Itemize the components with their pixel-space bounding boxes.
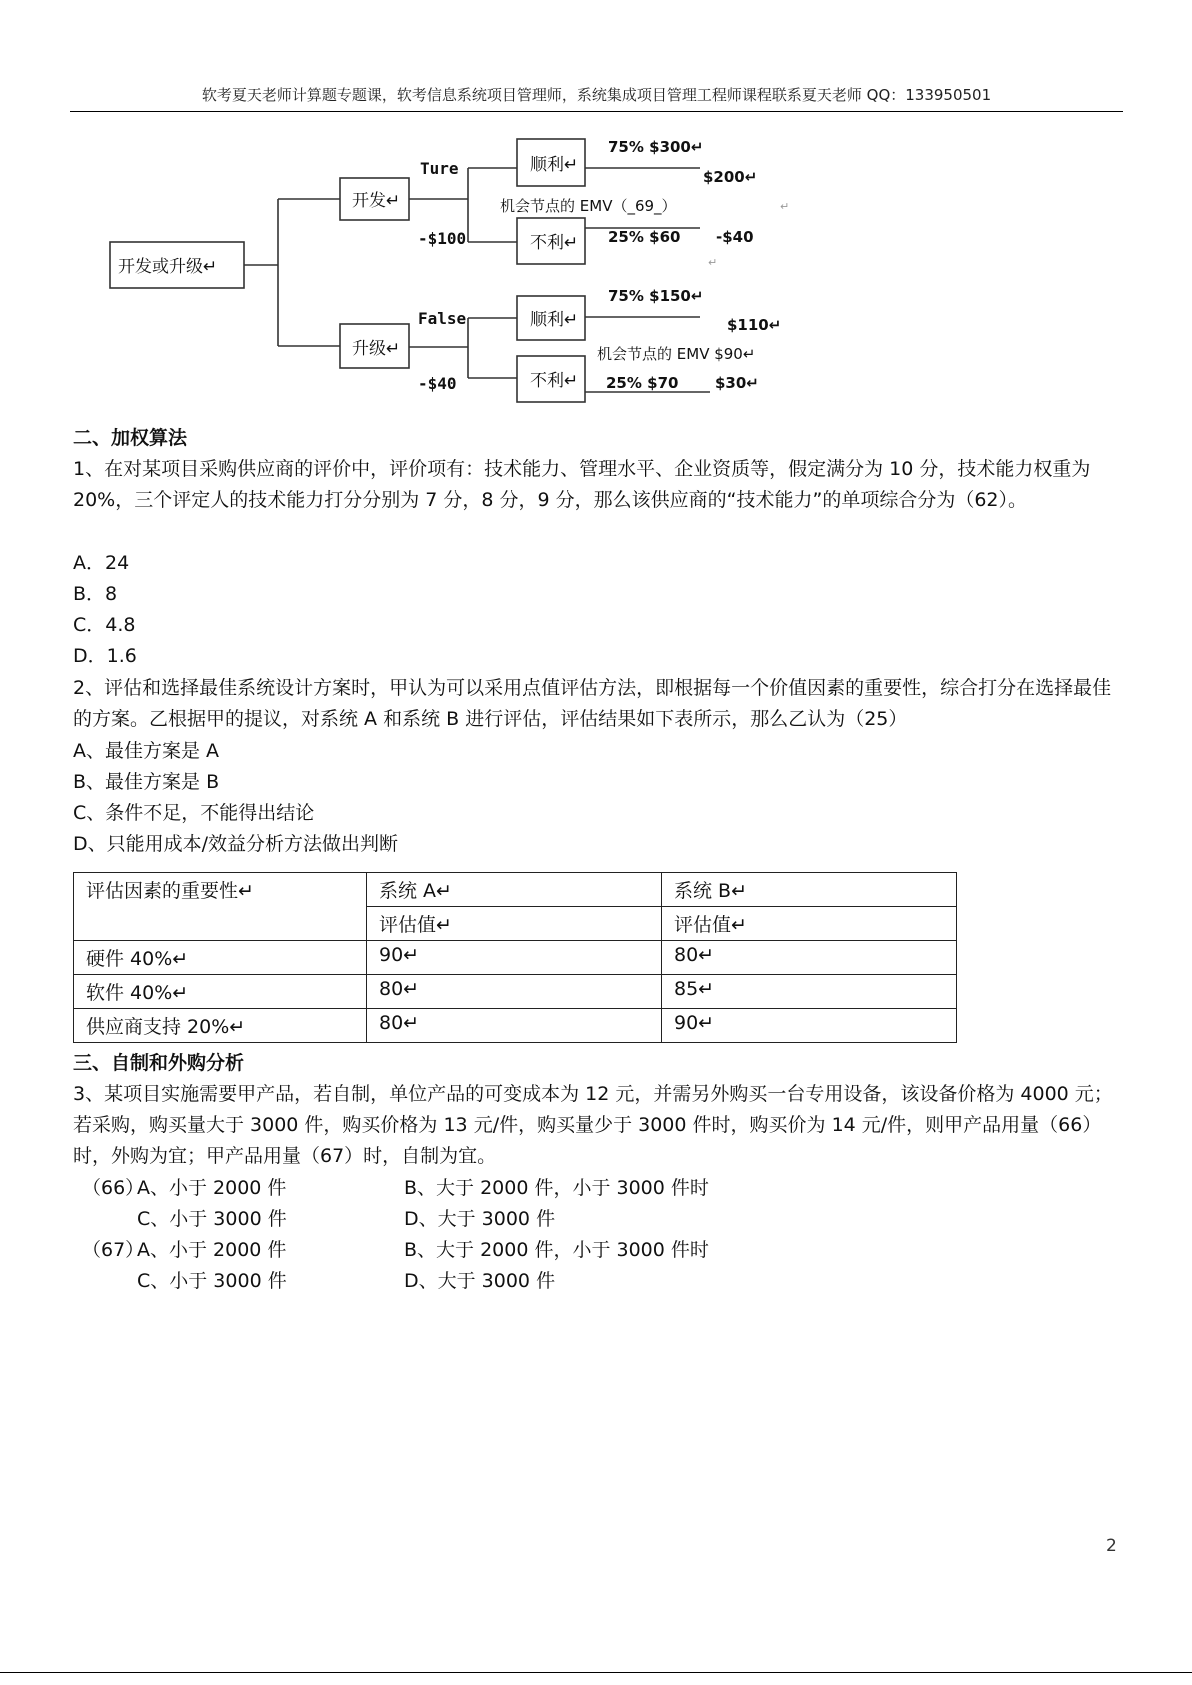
table-factor-cell: 软件 40%↵ [74,975,367,1009]
upgrade-cost: -$40 [418,374,457,393]
decision-tree-diagram [100,126,800,411]
table-col-b: 系统 B↵ [662,873,957,907]
table-a-cell: 80↵ [367,1009,662,1043]
dev-emv-note: 机会节点的 EMV（_69_） [500,197,677,215]
q67-option-c: C、小于 3000 件 [137,1270,287,1292]
up-emv-note: 机会节点的 EMV $90↵ [597,345,756,363]
dev-success-label: 顺利↵ [530,155,579,175]
true-label: Ture [420,159,459,178]
false-label: False [418,309,467,328]
up-success-prob: 75% $150↵ [608,287,704,305]
table-sub-a: 评估值↵ [367,907,662,941]
table-sub-b: 评估值↵ [662,907,957,941]
question-3-text: 3、某项目实施需要甲产品，若自制，单位产品的可变成本为 12 元，并需另外购买一台专用设备，该设备价格为 4000 元；若采购，购买量大于 3000 件，购买价格为 13 元/件，购买量少于 3000 件时，购买价为 14 元/件，则甲产品用量（66）时，外购为宜；甲产品用量（67）时，自制为宜。 [73,1083,1113,1167]
table-row [74,941,957,975]
dev-fail-net: -$40 [716,228,754,246]
up-success-net: $110↵ [727,316,782,334]
q67-option-b: B、大于 2000 件，小于 3000 件时 [404,1239,709,1261]
table-a-cell: 80↵ [367,975,662,1009]
q1-option-b: B．8 [73,583,118,605]
up-fail-net: $30↵ [715,374,759,392]
table-corner-cell: 评估因素的重要性↵ [74,873,367,941]
page-header: 软考夏天老师计算题专题课，软考信息系统项目管理师，系统集成项目管理工程师课程联系夏天老师 QQ：133950501 [201,86,992,104]
develop-cost: -$100 [418,229,467,248]
q2-option-b: B、最佳方案是 B [73,771,220,793]
dev-success-prob: 75% $300↵ [608,138,704,156]
q2-option-c: C、条件不足，不能得出结论 [73,802,315,824]
table-factor-cell: 硬件 40%↵ [74,941,367,975]
evaluation-table [73,872,957,1043]
q66-label: （66） [82,1177,145,1199]
up-fail-label: 不利↵ [530,371,579,391]
q67-label: （67） [82,1239,145,1261]
q1-option-a: A．24 [73,552,130,574]
q66-option-c: C、小于 3000 件 [137,1208,287,1230]
table-factor-cell: 供应商支持 20%↵ [74,1009,367,1043]
q1-option-d: D．1.6 [73,645,137,667]
page-bottom-edge [0,1672,1192,1673]
table-row [74,975,957,1009]
dev-fail-prob: 25% $60 [608,228,681,246]
table-a-cell: 90↵ [367,941,662,975]
table-row [74,1009,957,1043]
q67-option-a: A、小于 2000 件 [137,1239,287,1261]
q66-option-a: A、小于 2000 件 [137,1177,287,1199]
q66-option-d: D、大于 3000 件 [404,1208,556,1230]
table-b-cell: 80↵ [662,941,957,975]
return-mark: ↵ [780,200,790,213]
q67-option-d: D、大于 3000 件 [404,1270,556,1292]
table-header-row [74,873,957,907]
upgrade-label: 升级↵ [352,339,401,359]
up-success-label: 顺利↵ [530,310,579,330]
return-mark: ↵ [708,256,718,269]
header-divider [70,111,1123,112]
question-1-text: 1、在对某项目采购供应商的评价中，评价项有：技术能力、管理水平、企业资质等，假定满分为 10 分，技术能力权重为 20%，三个评定人的技术能力打分分别为 7 分，8 分，9 分，那么该供应商的“技术能力”的单项综合分为（62）。 [73,458,1091,511]
q66-option-b: B、大于 2000 件，小于 3000 件时 [404,1177,709,1199]
develop-label: 开发↵ [352,191,401,211]
dev-fail-label: 不利↵ [530,233,579,253]
dev-success-net: $200↵ [703,168,758,186]
table-col-a: 系统 A↵ [367,873,662,907]
q2-option-a: A、最佳方案是 A [73,740,220,762]
up-fail-prob: 25% $70 [606,374,679,392]
page-number: 2 [1106,1536,1117,1556]
table-b-cell: 85↵ [662,975,957,1009]
question-2-text: 2、评估和选择最佳系统设计方案时，甲认为可以采用点值评估方法，即根据每一个价值因素的重要性，综合打分在选择最佳的方案。乙根据甲的提议，对系统 A 和系统 B 进行评估，评估结果如下表所示，那么乙认为（25） [73,677,1112,730]
table-b-cell: 90↵ [662,1009,957,1043]
q2-option-d: D、只能用成本/效益分析方法做出判断 [73,833,399,855]
root-label: 开发或升级↵ [118,257,218,277]
section3-title: 三、自制和外购分析 [73,1052,245,1074]
section2-title: 二、加权算法 [73,427,188,449]
q1-option-c: C．4.8 [73,614,136,636]
